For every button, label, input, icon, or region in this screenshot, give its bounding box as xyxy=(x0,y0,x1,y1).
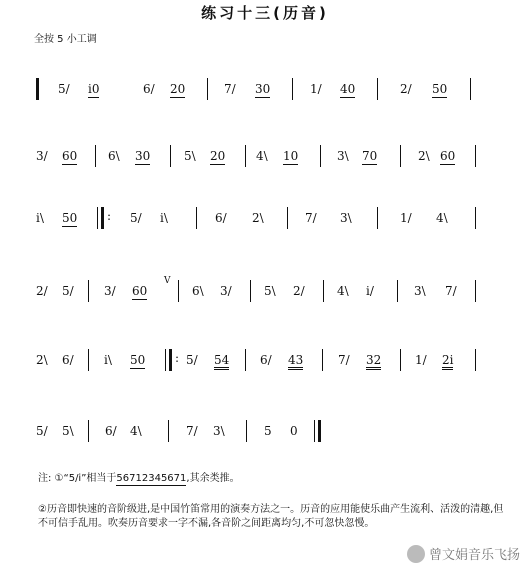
note: 6/ xyxy=(215,211,227,225)
note: 7/ xyxy=(445,284,457,298)
barline xyxy=(320,145,321,167)
barline xyxy=(250,280,251,302)
note: 2/ xyxy=(400,82,412,96)
footnote-text: 注: ①“ xyxy=(38,473,69,484)
score-row-5 xyxy=(0,349,530,379)
note: i/ xyxy=(366,284,374,298)
note: 7/ xyxy=(305,211,317,225)
barline xyxy=(292,78,293,100)
note: i\ xyxy=(36,211,44,225)
barline xyxy=(88,420,89,442)
barline xyxy=(323,280,324,302)
note: 2\ xyxy=(36,353,48,367)
note: 7/ xyxy=(338,353,350,367)
note: 2/ xyxy=(36,284,48,298)
repeat-start-barline xyxy=(169,349,172,371)
note: 3\ xyxy=(213,424,225,438)
note: 6\ xyxy=(192,284,204,298)
barline xyxy=(475,207,476,229)
barline xyxy=(400,145,401,167)
start-barline xyxy=(36,78,39,100)
note: 1/ xyxy=(310,82,322,96)
note: 2/ xyxy=(293,284,305,298)
watermark-text: 曾文娟音乐飞扬 xyxy=(428,548,520,563)
final-barline-thick xyxy=(318,420,321,442)
barline xyxy=(377,78,378,100)
barline xyxy=(170,145,171,167)
note: 3\ xyxy=(337,149,349,163)
note: 5\ xyxy=(62,424,74,438)
note: 5/ xyxy=(36,424,48,438)
score-row-6 xyxy=(0,420,530,450)
note: 5/ xyxy=(58,82,70,96)
note: 2\ xyxy=(252,211,264,225)
score-row-4 xyxy=(0,276,530,310)
repeat-dots: : xyxy=(107,209,112,223)
note: 7/ xyxy=(224,82,236,96)
note: 43 xyxy=(288,353,303,370)
barline xyxy=(196,207,197,229)
note: 60 xyxy=(440,149,456,163)
note: 4\ xyxy=(256,149,268,163)
note: 3/ xyxy=(36,149,48,163)
barline xyxy=(207,78,208,100)
note: 4\ xyxy=(337,284,349,298)
note: 6/ xyxy=(105,424,117,438)
note: 50 xyxy=(432,82,448,96)
note: 5 xyxy=(264,424,272,438)
watermark xyxy=(407,544,520,563)
note: 10 xyxy=(283,149,299,163)
barline xyxy=(178,280,179,302)
note: 3\ xyxy=(414,284,426,298)
note: 0 xyxy=(290,424,298,438)
barline xyxy=(168,420,169,442)
note: 2\ xyxy=(418,149,430,163)
barline xyxy=(475,349,476,371)
score-row-2 xyxy=(0,145,530,175)
footnote-text: ,其余类推。 xyxy=(186,473,240,484)
note: 40 xyxy=(340,82,356,96)
note: 54 xyxy=(214,353,229,370)
note: 70 xyxy=(362,149,378,163)
barline xyxy=(245,349,246,371)
note: 5/ xyxy=(130,211,142,225)
wechat-logo-icon xyxy=(407,545,425,563)
footnote-2: ②历音即快速的音阶级进,是中国竹笛常用的演奏方法之一。历音的应用能使乐曲产生流利、活泼的清趣,但不可信手乱用。吹奏历音要求一字不漏,各音阶之间距离均匀,不可忽快忽慢。 xyxy=(38,504,504,529)
barline xyxy=(88,280,89,302)
note: i0 xyxy=(88,82,100,96)
note: 20 xyxy=(210,149,226,163)
note: 3/ xyxy=(104,284,116,298)
note: 2i xyxy=(442,353,453,370)
barline xyxy=(165,349,166,371)
repeat-start-barline xyxy=(101,207,104,229)
barline xyxy=(245,145,246,167)
note: 30 xyxy=(255,82,271,96)
note: 4\ xyxy=(130,424,142,438)
barline xyxy=(377,207,378,229)
barline xyxy=(246,420,247,442)
note: 30 xyxy=(135,149,151,163)
note: 1/ xyxy=(415,353,427,367)
barline xyxy=(400,349,401,371)
note: 60 xyxy=(62,149,78,163)
score-row-3 xyxy=(0,207,530,237)
note: i\ xyxy=(104,353,112,367)
barline xyxy=(475,280,476,302)
barline xyxy=(95,145,96,167)
note: 60 xyxy=(132,284,148,298)
barline xyxy=(470,78,471,100)
note: 6\ xyxy=(108,149,120,163)
note: 1/ xyxy=(400,211,412,225)
breath-mark: V xyxy=(164,276,171,286)
note: 6/ xyxy=(143,82,155,96)
note: 20 xyxy=(170,82,186,96)
note: 4\ xyxy=(436,211,448,225)
note: 6/ xyxy=(260,353,272,367)
note: 32 xyxy=(366,353,381,370)
score-row-1 xyxy=(0,78,530,108)
barline xyxy=(475,145,476,167)
note: 5\ xyxy=(184,149,196,163)
footnote-symbol: 5/i xyxy=(68,473,82,484)
note: 5/ xyxy=(62,284,74,298)
footnote-1 xyxy=(38,472,508,486)
barline xyxy=(397,280,398,302)
note: 3/ xyxy=(220,284,232,298)
footnote-text: ”相当于 xyxy=(81,473,117,484)
note: 5/ xyxy=(186,353,198,367)
final-barline xyxy=(314,420,315,442)
page-title: 练习十三(历音) xyxy=(201,4,329,22)
barline xyxy=(322,349,323,371)
note: 50 xyxy=(130,353,146,367)
barline xyxy=(97,207,98,229)
footnote-equivalent: 56712345671 xyxy=(116,473,187,484)
note: 50 xyxy=(62,211,78,225)
note: i\ xyxy=(160,211,168,225)
barline xyxy=(88,349,89,371)
key-signature: 全按 5 小工调 xyxy=(34,34,97,45)
note: 3\ xyxy=(340,211,352,225)
note: 5\ xyxy=(264,284,276,298)
note: 6/ xyxy=(62,353,74,367)
repeat-dots: : xyxy=(175,351,180,365)
barline xyxy=(287,207,288,229)
note: 7/ xyxy=(186,424,198,438)
